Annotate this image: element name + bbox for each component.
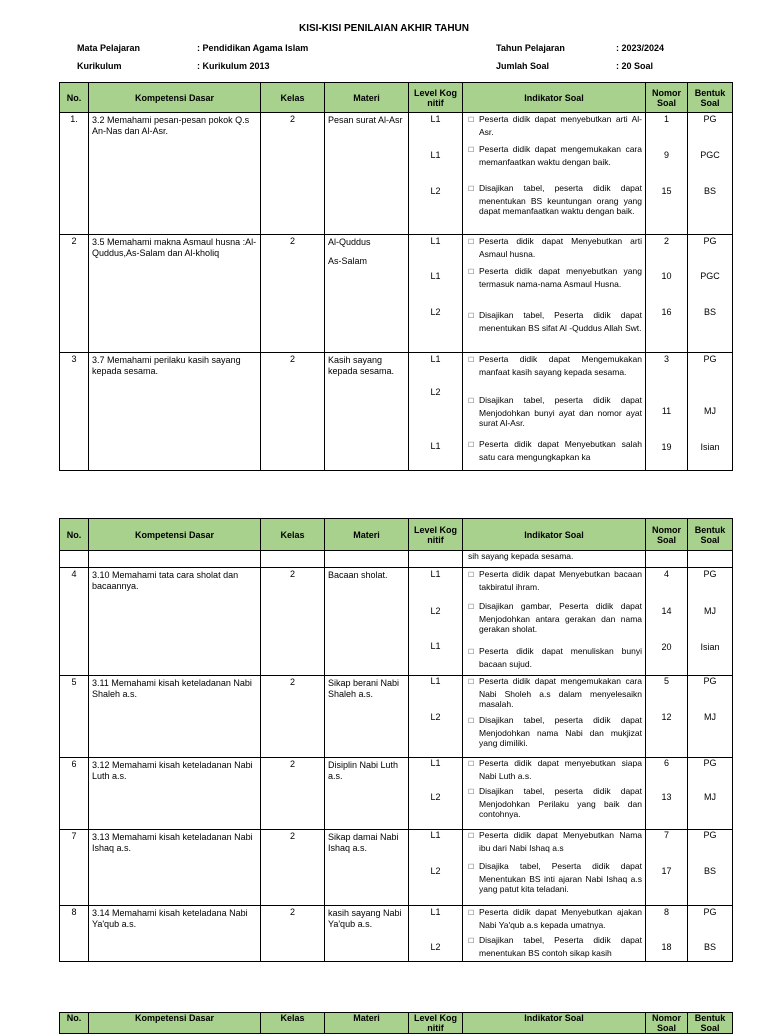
kisi-table-2 bbox=[59, 518, 733, 962]
bentuk-item: MJ bbox=[704, 406, 716, 416]
row-kd: 3.5 Memahami makna Asmaul husna :Al-Quddus,As-Salam dan Al-kholiq bbox=[92, 237, 257, 258]
col-nomor: Nomor Soal bbox=[646, 1013, 688, 1034]
col-level: Level Kog nitif bbox=[409, 1013, 463, 1034]
row-kd: 3.13 Memahami kisah keteladanan Nabi Ishaq a.s. bbox=[92, 832, 253, 853]
level-item: L1 bbox=[430, 641, 441, 651]
col-kelas: Kelas bbox=[261, 519, 325, 551]
level-item: L1 bbox=[430, 236, 441, 246]
nomor-item: 16 bbox=[661, 307, 672, 317]
nomor-item: 2 bbox=[663, 236, 669, 246]
nomor-item: 13 bbox=[661, 792, 672, 802]
bentuk-item: MJ bbox=[704, 712, 716, 722]
nomor-item: 19 bbox=[661, 442, 672, 452]
table-header-row bbox=[60, 83, 733, 113]
tahun-label: Tahun Pelajaran bbox=[496, 43, 565, 53]
level-item: L1 bbox=[430, 441, 441, 451]
indikator-item: ☐ Peserta didik dapat Menyebutkan salah satu cara mengungkapkan ka bbox=[468, 439, 642, 462]
checkbox-icon: ☐ bbox=[468, 239, 475, 246]
checkbox-icon: ☐ bbox=[468, 117, 475, 124]
level-item: L2 bbox=[430, 712, 441, 722]
nomor-item: 18 bbox=[661, 942, 672, 952]
indikator-item: ☐ Peserta didik dapat Menyebutkan bacaan takbiratul ihram. bbox=[468, 569, 642, 592]
level-item: L1 bbox=[430, 676, 441, 686]
bentuk-item: BS bbox=[703, 942, 716, 952]
indikator-item: ☐ Peserta didik dapat menyebutkan arti Al-Asr. bbox=[468, 114, 642, 137]
kisi-table-1 bbox=[59, 82, 733, 471]
table-row bbox=[60, 568, 733, 676]
nomor-item: 6 bbox=[663, 758, 669, 768]
level-item: L1 bbox=[430, 569, 441, 579]
row-materi: Bacaan sholat. bbox=[328, 570, 388, 580]
checkbox-icon: ☐ bbox=[468, 833, 475, 840]
bentuk-item: BS bbox=[703, 186, 716, 196]
mapel-label: Mata Pelajaran bbox=[77, 43, 141, 53]
checkbox-icon: ☐ bbox=[468, 789, 475, 796]
col-kd: Kompetensi Dasar bbox=[89, 83, 261, 113]
checkbox-icon: ☐ bbox=[468, 357, 475, 364]
level-item: L1 bbox=[430, 758, 441, 768]
row-no: 5 bbox=[71, 677, 77, 687]
indikator-item: ☐ Peserta didik dapat menyebutkan siapa Nabi Luth a.s. bbox=[468, 758, 642, 781]
checkbox-icon: ☐ bbox=[468, 718, 475, 725]
row-materi: Sikap berani Nabi Shaleh a.s. bbox=[328, 678, 400, 699]
row-kelas: 2 bbox=[289, 907, 295, 917]
document-title: KISI-KISI PENILAIAN AKHIR TAHUN bbox=[299, 23, 469, 34]
indikator-item: ☐ Disajikan tabel, Peserta didik dapat menentukan BS sifat Al -Quddus Allah Swt. bbox=[468, 310, 642, 333]
indikator-item: ☐ Disajikan tabel, Peserta didik dapat menentukan BS contoh sikap kasih bbox=[468, 935, 642, 958]
bentuk-item: PGC bbox=[700, 150, 720, 160]
indikator-item: ☐ Peserta didik dapat Mengemukakan manfaat kasih sayang kepada sesama. bbox=[468, 354, 642, 377]
jumlah-value: : 20 Soal bbox=[616, 61, 654, 71]
row-no: 7 bbox=[71, 831, 77, 841]
row-no: 2 bbox=[71, 236, 77, 246]
bentuk-item: PG bbox=[703, 676, 717, 686]
indikator-item: ☐ Disajikan tabel, peserta didik dapat menentukan BS keuntungan orang yang dapat memanfaatkan waktu dengan baik. bbox=[468, 183, 642, 216]
kisi-table-3 bbox=[59, 1012, 733, 1034]
row-materi: Pesan surat Al-Asr bbox=[328, 115, 403, 125]
nomor-item: 15 bbox=[661, 186, 672, 196]
col-kd: Kompetensi Dasar bbox=[89, 1013, 261, 1034]
table-row bbox=[60, 235, 733, 353]
row-kd: 3.2 Memahami pesan-pesan pokok Q.s An-Nas dan Al-Asr. bbox=[92, 115, 250, 136]
indikator-item: ☐ Peserta didik dapat mengemukakan cara Nabi Sholeh a.s dalam menyelesaikn masalah. bbox=[468, 676, 642, 709]
bentuk-item: PG bbox=[703, 569, 717, 579]
indikator-item: ☐ Peserta didik dapat menyebutkan yang termasuk nama-nama Asmaul Husna. bbox=[468, 266, 642, 289]
row-kelas: 2 bbox=[289, 831, 295, 841]
table-row bbox=[60, 353, 733, 471]
row-no: 8 bbox=[71, 907, 77, 917]
col-materi: Materi bbox=[325, 1013, 409, 1034]
col-indikator: Indikator Soal bbox=[463, 83, 646, 113]
indikator-item: ☐ Peserta didik dapat Menyebutkan ajakan Nabi Ya'qub a.s kepada umatnya. bbox=[468, 907, 642, 930]
nomor-item: 11 bbox=[661, 406, 672, 416]
bentuk-item: BS bbox=[703, 866, 716, 876]
tahun-value: : 2023/2024 bbox=[616, 43, 665, 53]
nomor-item: 14 bbox=[661, 606, 672, 616]
table-row bbox=[60, 551, 733, 568]
checkbox-icon: ☐ bbox=[468, 938, 475, 945]
bentuk-item: MJ bbox=[704, 792, 716, 802]
table-row bbox=[60, 906, 733, 962]
col-indikator: Indikator Soal bbox=[463, 1013, 646, 1034]
bentuk-item: Isian bbox=[700, 442, 720, 452]
row-kelas: 2 bbox=[289, 114, 295, 124]
table-header-row bbox=[60, 519, 733, 551]
bentuk-item: PG bbox=[703, 830, 717, 840]
col-kelas: Kelas bbox=[261, 1013, 325, 1034]
checkbox-icon: ☐ bbox=[468, 679, 475, 686]
row-materi: Kasih sayang kepada sesama. bbox=[328, 355, 395, 376]
jumlah-label: Jumlah Soal bbox=[496, 61, 550, 71]
level-item: L2 bbox=[430, 387, 441, 397]
checkbox-icon: ☐ bbox=[468, 572, 475, 579]
table-row bbox=[60, 830, 733, 906]
row-materi: Disiplin Nabi Luth a.s. bbox=[328, 760, 399, 781]
nomor-item: 10 bbox=[661, 271, 672, 281]
col-indikator: Indikator Soal bbox=[463, 519, 646, 551]
row-kd: 3.12 Memahami kisah keteladanan Nabi Luth a.s. bbox=[92, 760, 253, 781]
row-no: 3 bbox=[71, 354, 77, 364]
level-item: L2 bbox=[430, 186, 441, 196]
indikator-item: ☐ Peserta didik dapat menuliskan bunyi bacaan sujud. bbox=[468, 646, 642, 669]
indikator-item: ☐ Peserta didik dapat mengemukakan cara memanfaatkan waktu dengan baik. bbox=[468, 144, 642, 167]
level-item: L1 bbox=[430, 271, 441, 281]
row-kd: 3.14 Memahami kisah keteladana Nabi Ya'qub a.s. bbox=[92, 908, 248, 929]
bentuk-item: PGC bbox=[700, 271, 720, 281]
row-kelas: 2 bbox=[289, 759, 295, 769]
indikator-item: ☐ Disajika tabel, Peserta didik dapat Menentukan BS inti ajaran Nabi Ishaq a.s yang patut kita teladani. bbox=[468, 861, 642, 894]
nomor-item: 20 bbox=[661, 642, 672, 652]
col-bentuk: Bentuk Soal bbox=[688, 1013, 733, 1034]
bentuk-item: BS bbox=[703, 307, 716, 317]
bentuk-item: Isian bbox=[700, 642, 720, 652]
checkbox-icon: ☐ bbox=[468, 604, 475, 611]
level-item: L1 bbox=[430, 907, 441, 917]
row-materi-2: As-Salam bbox=[328, 256, 368, 266]
row-materi: Al-Quddus bbox=[328, 237, 371, 247]
col-kd: Kompetensi Dasar bbox=[89, 519, 261, 551]
bentuk-item: PG bbox=[703, 758, 717, 768]
indikator-item: ☐ Disajikan tabel, peserta didik dapat Menjodohkan bunyi ayat dan nomor ayat surat Al-Asr. bbox=[468, 395, 642, 428]
nomor-item: 17 bbox=[661, 866, 672, 876]
row-kelas: 2 bbox=[289, 354, 295, 364]
indikator-item: ☐ Peserta didik dapat Menyebutkan Nama ibu dari Nabi Ishaq a.s bbox=[468, 830, 642, 853]
bentuk-item: PG bbox=[703, 907, 717, 917]
bentuk-item: PG bbox=[703, 354, 717, 364]
checkbox-icon: ☐ bbox=[468, 761, 475, 768]
nomor-item: 9 bbox=[663, 150, 669, 160]
level-item: L2 bbox=[430, 606, 441, 616]
level-item: L2 bbox=[430, 942, 441, 952]
col-no: No. bbox=[60, 519, 89, 551]
indikator-item: ☐ Disajikan tabel, peserta didik dapat Menjodohkan Perilaku yang baik dan contohnya. bbox=[468, 786, 642, 819]
table-header-row bbox=[60, 1013, 733, 1034]
row-no: 4 bbox=[71, 569, 77, 579]
col-level: Level Kog nitif bbox=[409, 83, 463, 113]
nomor-item: 12 bbox=[661, 712, 672, 722]
row-kelas: 2 bbox=[289, 569, 295, 579]
checkbox-icon: ☐ bbox=[468, 910, 475, 917]
row-kd: 3.7 Memahami perilaku kasih sayang kepada sesama. bbox=[92, 355, 241, 376]
checkbox-icon: ☐ bbox=[468, 269, 475, 276]
row-kd: 3.10 Memahami tata cara sholat dan bacaannya. bbox=[92, 570, 239, 591]
mapel-value: : Pendidikan Agama Islam bbox=[197, 43, 309, 53]
nomor-item: 7 bbox=[663, 830, 669, 840]
checkbox-icon: ☐ bbox=[468, 649, 475, 656]
bentuk-item: PG bbox=[703, 114, 717, 124]
level-item: L2 bbox=[430, 792, 441, 802]
nomor-item: 3 bbox=[663, 354, 669, 364]
kurikulum-value: : Kurikulum 2013 bbox=[197, 61, 270, 71]
checkbox-icon: ☐ bbox=[468, 864, 475, 871]
checkbox-icon: ☐ bbox=[468, 147, 475, 154]
indikator-item: ☐ Disajikan tabel, peserta didik dapat Menjodohkan nama Nabi dan mukjizat yang dimiliki. bbox=[468, 715, 642, 748]
col-materi: Materi bbox=[325, 519, 409, 551]
checkbox-icon: ☐ bbox=[468, 398, 475, 405]
bentuk-item: MJ bbox=[704, 606, 716, 616]
checkbox-icon: ☐ bbox=[468, 186, 475, 193]
col-kelas: Kelas bbox=[261, 83, 325, 113]
col-nomor: Nomor Soal bbox=[646, 83, 688, 113]
level-item: L1 bbox=[430, 354, 441, 364]
nomor-item: 5 bbox=[663, 676, 669, 686]
level-item: L1 bbox=[430, 150, 441, 160]
col-no: No. bbox=[60, 1013, 89, 1034]
indikator-item: ☐ Disajikan gambar, Peserta didik dapat Menjodohkan antara gerakan dan nama gerakan sholat. bbox=[468, 601, 642, 634]
kurikulum-label: Kurikulum bbox=[77, 61, 122, 71]
nomor-item: 8 bbox=[663, 907, 669, 917]
indikator-continuation: sih sayang kepada sesama. bbox=[468, 551, 574, 561]
checkbox-icon: ☐ bbox=[468, 442, 475, 449]
level-item: L1 bbox=[430, 114, 441, 124]
indikator-item: ☐ Peserta didik dapat Menyebutkan arti Asmaul husna. bbox=[468, 236, 642, 259]
row-materi: kasih sayang Nabi Ya'qub a.s. bbox=[328, 908, 402, 929]
row-kelas: 2 bbox=[289, 677, 295, 687]
row-kelas: 2 bbox=[289, 236, 295, 246]
table-row bbox=[60, 113, 733, 235]
col-level: Level Kog nitif bbox=[409, 519, 463, 551]
row-kd: 3.11 Memahami kisah keteladanan Nabi Shaleh a.s. bbox=[92, 678, 252, 699]
bentuk-item: PG bbox=[703, 236, 717, 246]
nomor-item: 1 bbox=[663, 114, 669, 124]
col-bentuk: Bentuk Soal bbox=[688, 83, 733, 113]
level-item: L2 bbox=[430, 866, 441, 876]
row-materi: Sikap damai Nabi Ishaq a.s. bbox=[328, 832, 399, 853]
level-item: L2 bbox=[430, 307, 441, 317]
checkbox-icon: ☐ bbox=[468, 313, 475, 320]
level-item: L1 bbox=[430, 830, 441, 840]
col-materi: Materi bbox=[325, 83, 409, 113]
col-no: No. bbox=[60, 83, 89, 113]
row-no: 6 bbox=[71, 759, 77, 769]
col-bentuk: Bentuk Soal bbox=[688, 519, 733, 551]
col-nomor: Nomor Soal bbox=[646, 519, 688, 551]
nomor-item: 4 bbox=[663, 569, 669, 579]
row-no: 1. bbox=[70, 114, 78, 124]
table-row bbox=[60, 758, 733, 830]
table-row bbox=[60, 676, 733, 758]
